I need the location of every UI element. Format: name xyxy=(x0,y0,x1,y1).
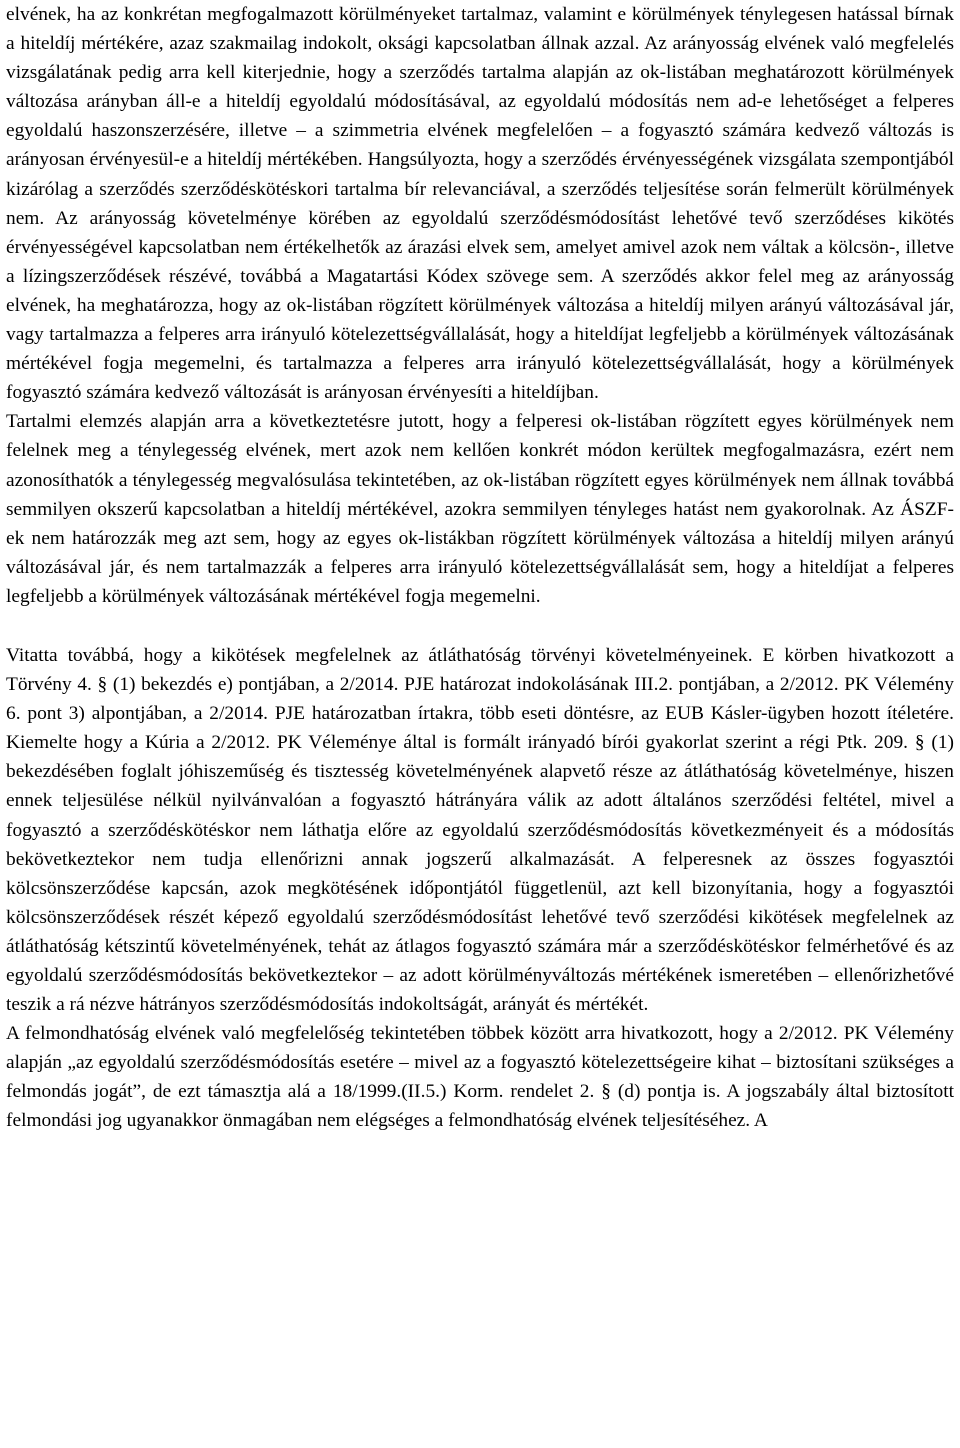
document-page xyxy=(6,0,954,1136)
paragraph-transparency: Vitatta továbbá, hogy a kikötések megfelelnek az átláthatóság törvényi követelményeinek. E körben hivatkozott a Törvény 4. § (1) bekezdés e) pontjában, a 2/2014. PJE határozat indokolásának III.2. pontjában, a 2/2012. PK Vélemény 6. pont 3) alpontjában, a 2/2014. PJE határozatban írtakra, több eseti döntésre, az EUB Kásler-ügyben hozott ítéletére. Kiemelte hogy a Kúria a 2/2012. PK Véleménye által is formált irányadó bírói gyakorlat szerint a régi Ptk. 209. § (1) bekezdésében foglalt jóhiszeműség és tisztesség követelményének alapvető része az átláthatóság követelménye, hiszen ennek teljesülése nélkül nyilvánvalóan a fogyasztó hátrányára válik az adott általános szerződési feltétel, mivel a fogyasztó a szerződéskötéskor nem láthatja előre az egyoldalú szerződésmódosítás következményeit és a módosítás bekövetkeztekor nem tudja ellenőrizni annak jogszerű alkalmazását. A felperesnek az összes fogyasztói kölcsönszerződése kapcsán, azok megkötésének időpontjától függetlenül, azt kell bizonyítania, hogy a fogyasztói kölcsönszerződések részét képező egyoldalú szerződésmódosítást lehetővé tevő szerződési kikötések megfelelnek az átláthatóság kétszintű követelményének, tehát az átlagos fogyasztó számára már a szerződéskötéskor felmérhetővé és az egyoldalú szerződésmódosítás bekövetkeztekor – az adott körülményváltozás mértékének ismeretében – ellenőrizhetővé teszik a rá nézve hátrányos szerződésmódosítás indokoltságát, arányát és mértékét. xyxy=(6,644,954,1016)
paragraph-termination: A felmondhatóság elvének való megfelelőség tekintetében többek között arra hivatkozott, hogy a 2/2012. PK Vélemény alapján „az egyoldalú szerződésmódosítás esetére – mivel az a fogyasztó kötelezettségeire kihat – biztosítani szükséges a felmondás jogát”, de ezt támasztja alá a 18/1999.(II.5.) Korm. rendelet 2. § (d) pontja is. A jogszabály által biztosított felmondási jog ugyanakkor önmagában nem elégséges a felmondhatóság elvének teljesítéséhez. A xyxy=(6,1023,954,1132)
paragraph-proportionality: elvének, ha az konkrétan megfogalmazott körülményeket tartalmaz, valamint e körülmények ténylegesen hatással bírnak a hiteldíj mértékére, azaz szakmailag indokolt, oksági kapcsolatban állnak azzal. Az arányosság elvének való megfelelés vizsgálatának pedig arra kell kiterjednie, hogy a szerződés tartalma alapján az ok-listában meghatározott körülmények változása arányban áll-e a hiteldíj egyoldalú módosításával, az egyoldalú módosítás nem ad-e lehetőséget a felperes egyoldalú haszonszerzésére, illetve – a szimmetria elvének megfelelően – a fogyasztó számára kedvező változás is arányosan érvényesül-e a hiteldíj mértékében. Hangsúlyozta, hogy a szerződés érvényességének vizsgálata szempontjából kizárólag a szerződés szerződéskötéskori tartalma bír relevanciával, a szerződés teljesítése során felmerült körülmények nem. Az arányosság követelménye körében az egyoldalú szerződésmódosítást lehetővé tevő szerződéses kikötés érvényességével kapcsolatban nem értékelhetők az árazási elvek sem, amelyet amivel azok nem váltak a kölcsön-, illetve a lízingszerződések részévé, továbbá a Magatartási Kódex szövege sem. A szerződés akkor felel meg az arányosság elvének, ha meghatározza, hogy az ok-listában rögzített körülmények változása a hiteldíj milyen arányú változásával jár, vagy tartalmazza a felperes arra irányuló kötelezettségvállalását, hogy a hiteldíjat legfeljebb a körülmények változásának mértékével fogja megemelni, és tartalmazza a felperes arra irányuló kötelezettségvállalását, hogy a körülmények fogyasztó számára kedvező változását is arányosan érvényesíti a hiteldíjban. xyxy=(6,4,954,404)
paragraph-spacer xyxy=(6,611,954,641)
paragraph-content-analysis: Tartalmi elemzés alapján arra a következtetésre jutott, hogy a felperesi ok-listában rögzített egyes körülmények nem felelnek meg a ténylegesség elvének, mert azok nem kellően konkrét módon kerültek megfogalmazásra, ezért nem azonosíthatók a ténylegesség megvalósulása tekintetében, az ok-listában rögzített egyes körülmények nem állnak továbbá semmilyen okszerű kapcsolatban a hiteldíj mértékével, azokra semmilyen tényleges hatást nem gyakorolnak. Az ÁSZF-ek nem határozzák meg azt sem, hogy az egyes ok-listákban rögzített körülmények változása a hiteldíj milyen arányú változásával jár, és nem tartalmazzák a felperes arra irányuló kötelezettségvállalását sem, hogy a hiteldíjat a felperes legfeljebb a körülmények változásának mértékével fogja megemelni. xyxy=(6,411,954,607)
